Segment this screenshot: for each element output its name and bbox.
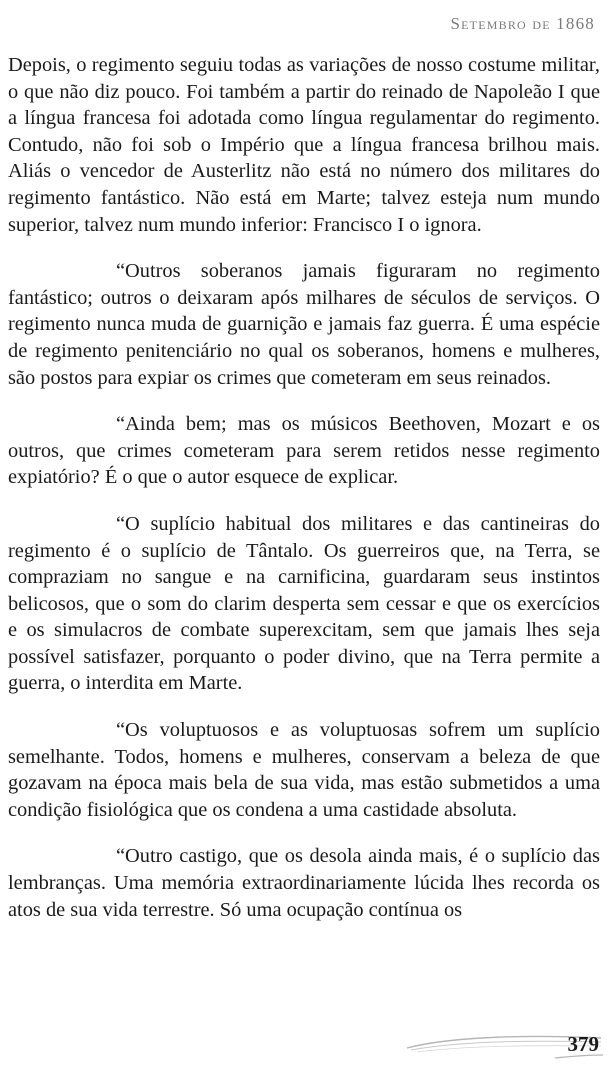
paragraph: “Outros soberanos jamais figuraram no regimento fantástico; outros o deixaram após milhares de séculos de serviços. O regimento nunca muda de guarnição e jamais faz guerra. É uma espécie de regimento penitenciário no qual os soberanos, homens e mulheres, são postos para expiar os crimes que cometeram em seus reinados.: [8, 260, 600, 389]
page-number: 379: [567, 1032, 599, 1056]
paragraph: Depois, o regimento seguiu todas as variações de nosso costume militar, o que não diz pouco. Foi também a partir do reinado de Napoleão I que a língua francesa foi adotada como língua regulamentar do regimento. Contudo, não foi sob o Império que a língua francesa brilhou mais. Aliás o vencedor de Austerlitz não está no número dos militares do regimento fantástico. Não está em Marte; talvez esteja num mundo superior, talvez num mundo inferior: Francisco I o ignora.: [8, 54, 600, 236]
page-footer: [405, 1028, 605, 1062]
page-body: [8, 52, 600, 943]
running-header: Setembro de 1868: [450, 14, 595, 33]
paragraph: “Ainda bem; mas os músicos Beethoven, Mozart e os outros, que crimes cometeram para serem retidos nesse regimento expiatório? É o que o autor esquece de explicar.: [8, 413, 600, 489]
paragraph: “O suplício habitual dos militares e das cantineiras do regimento é o suplício de Tântalo. Os guerreiros que, na Terra, se compraziam no sangue e na carnificina, guardaram seus instintos belicosos, que o som do clarim desperta sem cessar e que os exercícios e os simulacros de combate superexcitam, sem que jamais lhes seja possível satisfazer, porquanto o poder divino, que na Terra permite a guerra, o interdita em Marte.: [8, 512, 600, 695]
paragraph: “Outro castigo, que os desola ainda mais, é o suplício das lembranças. Uma memória extraordinariamente lúcida lhes recorda os atos de sua vida terrestre. Só uma ocupação contínua os: [8, 845, 600, 921]
paragraph: “Os voluptuosos e as voluptuosas sofrem um suplício semelhante. Todos, homens e mulheres, conservam a beleza de que gozavam na época mais bela de sua vida, mas estão submetidos a uma condição fisiológica que os condena a uma castidade absoluta.: [8, 719, 600, 821]
